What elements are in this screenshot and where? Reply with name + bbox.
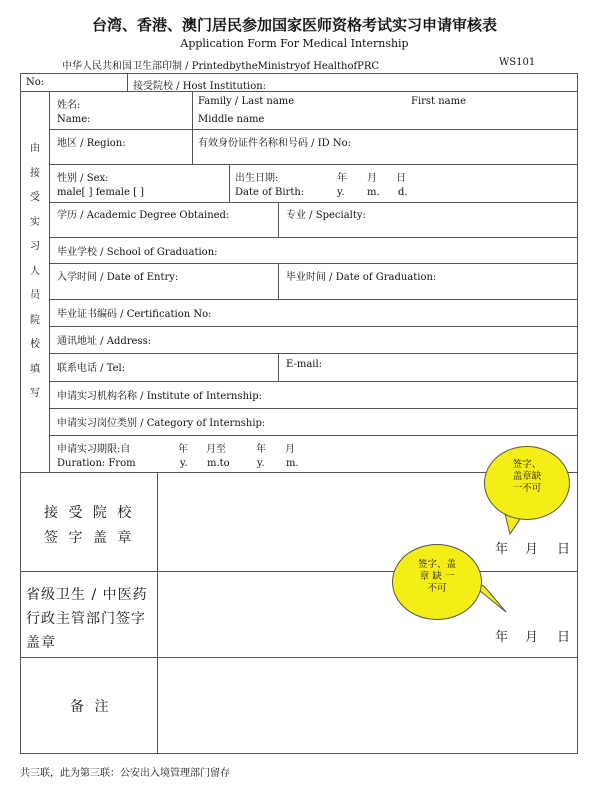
entry-date-label: 入学时间 / Date of Entry:	[57, 272, 179, 283]
dob-cn-label: 出生日期:	[235, 173, 279, 184]
callout-1-line: 盖章缺	[512, 471, 542, 482]
middle-name-label: Middle name	[198, 114, 265, 125]
side-char: 由	[30, 143, 40, 154]
dob-cn-day: 日	[396, 173, 406, 184]
notes-label: 备 注	[70, 699, 112, 715]
school-label: 毕业学校 / School of Graduation:	[57, 247, 218, 258]
form-subtitle: Application Form For Medical Internship	[180, 37, 409, 50]
duration-en-from: Duration: From	[57, 458, 136, 469]
name-cn-label: 姓名:	[57, 100, 81, 111]
callout-2-line: 签字、盖	[417, 559, 456, 570]
provincial-date-day: 日	[557, 630, 571, 645]
callout-2-line: 不可	[427, 583, 447, 594]
duration-cn-month-to: 月至	[206, 444, 226, 455]
dob-cn-year: 年	[337, 173, 347, 184]
dob-cn-month: 月	[367, 173, 377, 184]
sex-label: 性别 / Sex:	[57, 173, 109, 184]
duration-cn-from: 申请实习期限:自	[57, 444, 131, 455]
side-char: 受	[30, 192, 40, 203]
callout-2-line: 章 缺 一	[419, 571, 455, 582]
family-name-label: Family / Last name	[198, 96, 295, 107]
side-char: 校	[30, 339, 40, 350]
host-date-day: 日	[557, 542, 571, 557]
side-char: 员	[30, 290, 40, 301]
provincial-date-year: 年	[495, 630, 509, 645]
side-char: 院	[30, 314, 40, 326]
side-char: 人	[30, 265, 40, 277]
host-date-month: 月	[525, 542, 539, 557]
sex-options[interactable]: male[ ] female [ ]	[57, 187, 145, 198]
side-char: 填	[30, 363, 40, 375]
institute-label: 申请实习机构名称 / Institute of Internship:	[57, 391, 263, 402]
category-label: 申请实习岗位类别 / Category of Internship:	[57, 418, 266, 429]
host-approval-label-2: 签 字 盖 章	[44, 530, 135, 546]
form-title: 台湾、香港、澳门居民参加国家医师资格考试实习申请审核表	[91, 16, 497, 34]
callout-1-line: 一不可	[512, 483, 542, 494]
dob-en-year: y.	[337, 187, 345, 198]
duration-en-month2: m.	[286, 458, 299, 469]
host-date-year: 年	[495, 542, 509, 557]
side-label-filled-by-institution	[28, 137, 42, 407]
region-label: 地区 / Region:	[57, 138, 126, 149]
side-char: 写	[30, 388, 40, 399]
dob-en-label: Date of Birth:	[235, 187, 305, 198]
provincial-approval-label-1: 省级卫生 / 中医药	[26, 587, 148, 603]
side-char: 接	[30, 167, 40, 179]
duration-cn-month2: 月	[285, 444, 295, 455]
name-en-label: Name:	[57, 114, 91, 125]
host-approval-label-1: 接 受 院 校	[44, 505, 135, 521]
provincial-date-month: 月	[525, 630, 539, 645]
provincial-approval-label-3: 盖章	[26, 635, 56, 651]
provincial-approval-label-2: 行政主管部门签字	[26, 611, 146, 627]
dob-en-day: d.	[398, 187, 408, 198]
duration-cn-year2: 年	[256, 444, 266, 455]
email-label: E-mail:	[286, 359, 323, 370]
duration-en-year2: y.	[257, 458, 265, 469]
callout-1-line: 签字、	[512, 459, 542, 470]
first-name-label: First name	[411, 96, 467, 107]
footer-note: 共三联，此为第三联：公安出入境管理部门留存	[20, 768, 230, 779]
duration-en-year1: y.	[180, 458, 188, 469]
degree-label: 学历 / Academic Degree Obtained:	[57, 210, 230, 221]
host-institution-label: 接受院校 / Host Institution:	[133, 81, 267, 92]
side-char: 实	[30, 216, 40, 228]
side-char: 习	[30, 241, 40, 252]
id-no-label: 有效身份证件名称和号码 / ID No:	[198, 138, 352, 149]
graduation-date-label: 毕业时间 / Date of Graduation:	[286, 272, 437, 283]
duration-cn-year1: 年	[178, 444, 188, 455]
certification-label: 毕业证书编码 / Certification No:	[57, 309, 212, 320]
printed-by: 中华人民共和国卫生部印制 / PrintedbytheMinistryof HealthofPRC	[62, 61, 380, 72]
tel-label: 联系电话 / Tel:	[57, 363, 126, 374]
specialty-label: 专业 / Specialty:	[286, 210, 366, 221]
form-code: WS101	[499, 57, 536, 68]
address-label: 通讯地址 / Address:	[57, 336, 152, 347]
duration-en-month-to: m.to	[207, 458, 230, 469]
no-field-label: No:	[26, 77, 45, 88]
dob-en-month: m.	[367, 187, 380, 198]
